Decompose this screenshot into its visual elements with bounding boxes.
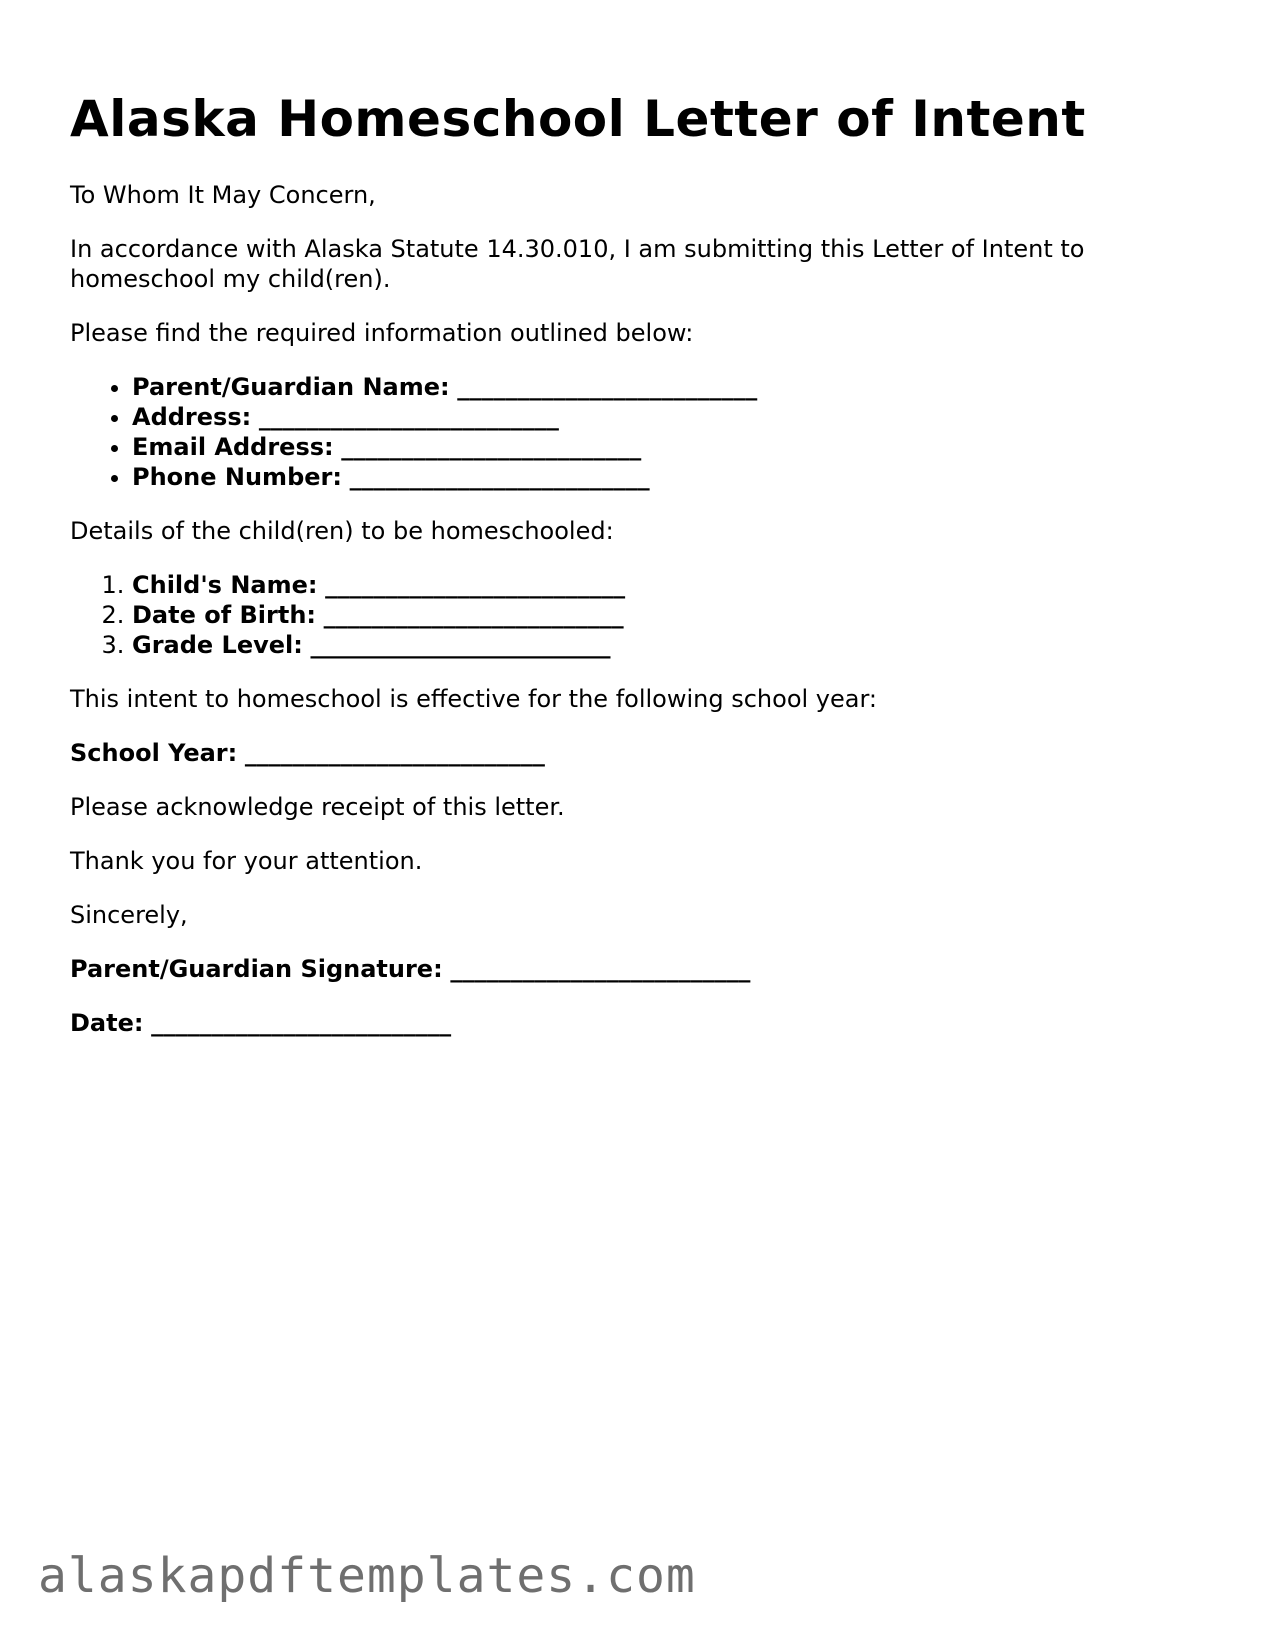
address-blank[interactable]: _________________________ bbox=[258, 403, 559, 431]
list-item bbox=[132, 372, 1210, 402]
list-item bbox=[132, 432, 1210, 462]
address-label: Address: bbox=[132, 403, 252, 431]
list-item bbox=[132, 402, 1210, 432]
list-item bbox=[132, 570, 1210, 600]
children-intro: Details of the child(ren) to be homeschooled: bbox=[70, 517, 614, 545]
salutation: To Whom It May Concern, bbox=[70, 181, 376, 209]
effective-text: This intent to homeschool is effective for the following school year: bbox=[70, 685, 877, 713]
closing-text: Sincerely, bbox=[70, 901, 188, 929]
grade-level-label: Grade Level: bbox=[132, 631, 303, 659]
signature-label: Parent/Guardian Signature: bbox=[70, 955, 443, 983]
child-info-list bbox=[70, 570, 1210, 660]
grade-level-blank[interactable]: _________________________ bbox=[310, 631, 611, 659]
email-blank[interactable]: _________________________ bbox=[341, 433, 642, 461]
info-intro: Please find the required information outlined below: bbox=[70, 319, 694, 347]
intro-paragraph: In accordance with Alaska Statute 14.30.010, I am submitting this Letter of Intent to homeschool my child(ren). bbox=[70, 235, 1085, 293]
child-name-blank[interactable]: _________________________ bbox=[325, 571, 626, 599]
date-of-birth-blank[interactable]: _________________________ bbox=[323, 601, 624, 629]
list-item bbox=[132, 462, 1210, 492]
signature-blank[interactable]: _________________________ bbox=[450, 955, 751, 983]
list-item bbox=[132, 600, 1210, 630]
child-name-label: Child's Name: bbox=[132, 571, 318, 599]
parent-name-label: Parent/Guardian Name: bbox=[132, 373, 450, 401]
school-year-line bbox=[70, 738, 1210, 768]
date-of-birth-label: Date of Birth: bbox=[132, 601, 317, 629]
email-label: Email Address: bbox=[132, 433, 334, 461]
school-year-label: School Year: bbox=[70, 739, 238, 767]
phone-blank[interactable]: _________________________ bbox=[349, 463, 650, 491]
letter-document bbox=[70, 88, 1210, 1062]
acknowledge-text: Please acknowledge receipt of this letter. bbox=[70, 793, 565, 821]
phone-label: Phone Number: bbox=[132, 463, 342, 491]
thanks-text: Thank you for your attention. bbox=[70, 847, 423, 875]
school-year-blank[interactable]: _________________________ bbox=[244, 739, 545, 767]
date-line bbox=[70, 1008, 1210, 1038]
date-blank[interactable]: _________________________ bbox=[151, 1009, 452, 1037]
date-label: Date: bbox=[70, 1009, 144, 1037]
list-item bbox=[132, 630, 1210, 660]
parent-info-list bbox=[70, 372, 1210, 492]
page-title: Alaska Homeschool Letter of Intent bbox=[70, 90, 1086, 148]
parent-name-blank[interactable]: _________________________ bbox=[457, 373, 758, 401]
watermark: alaskapdftemplates.com bbox=[38, 1548, 696, 1604]
signature-line bbox=[70, 954, 1210, 984]
